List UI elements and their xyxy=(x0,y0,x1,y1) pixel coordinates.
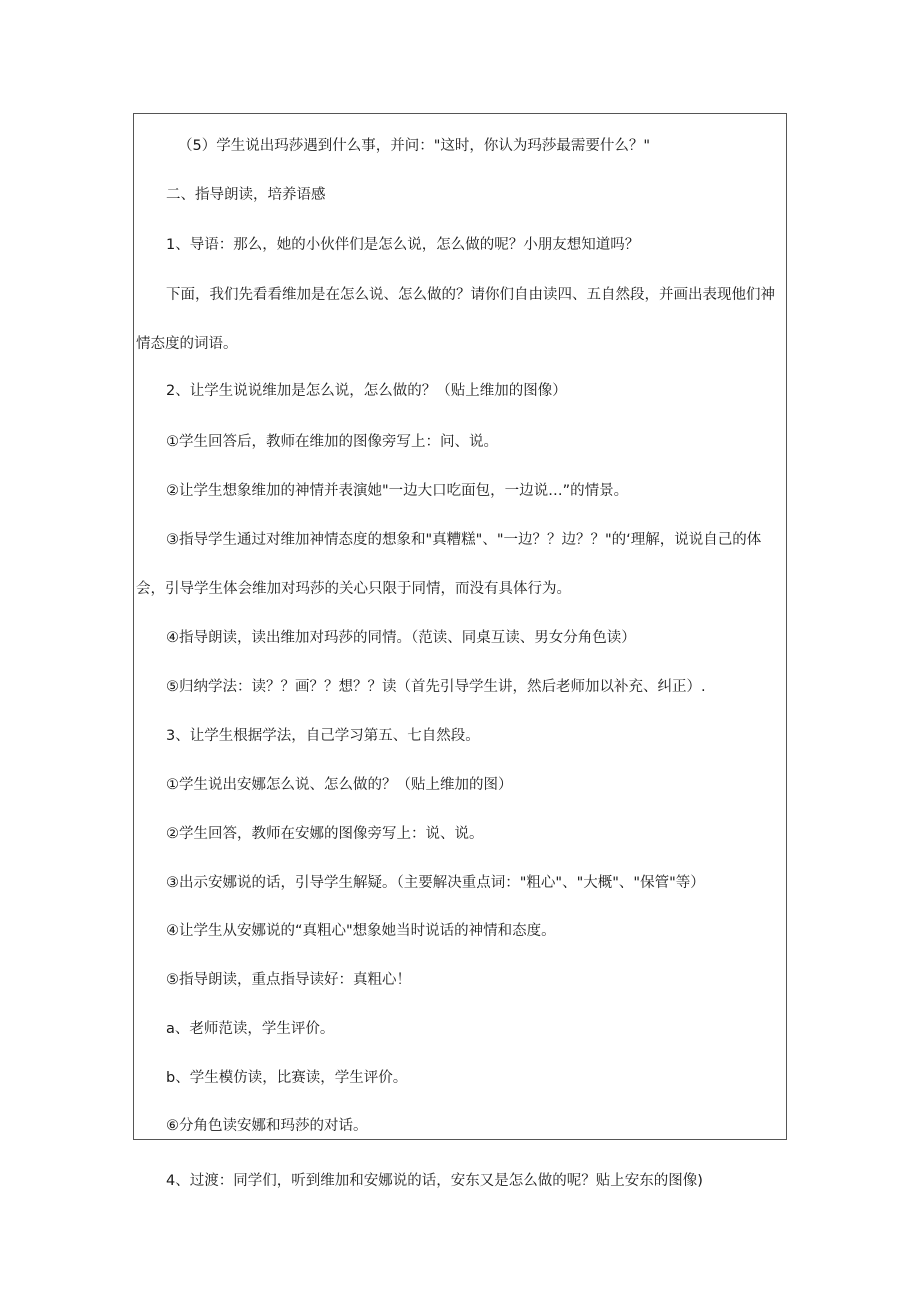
paragraph-line: 2、让学生说说维加是怎么说，怎么做的？（贴上维加的图像） xyxy=(166,383,567,399)
list-item: ④让学生从安娜说的“真粗心"想象她当时说话的神情和态度。 xyxy=(166,923,556,939)
list-item-continuation: 会，引导学生体会维加对玛莎的关心只限于同情，而没有具体行为。 xyxy=(136,581,571,597)
paragraph-line: （5）学生说出玛莎遇到什么事，并问："这时，你认为玛莎最需要什么？" xyxy=(178,138,651,154)
paragraph-line: 1、导语：那么，她的小伙伴们是怎么说，怎么做的呢？小朋友想知道吗？ xyxy=(166,237,640,253)
paragraph-line: 情态度的词语。 xyxy=(136,336,238,352)
list-item: ①学生说出安娜怎么说、怎么做的？（贴上维加的图） xyxy=(166,777,513,793)
paragraph-line: 4、过渡：同学们，听到维加和安娜说的话，安东又是怎么做的呢？贴上安东的图像) xyxy=(166,1173,703,1189)
list-item: ②让学生想象维加的神情并表演她"一边大口吃面包，一边说…”的情景。 xyxy=(166,483,629,499)
list-item: b、学生模仿读，比赛读，学生评价。 xyxy=(166,1070,408,1086)
list-item: ④指导朗读，读出维加对玛莎的同情。（范读、同桌互读、男女分角色读） xyxy=(166,630,636,646)
list-item: ⑥分角色读安娜和玛莎的对话。 xyxy=(166,1118,368,1134)
list-item: ③出示安娜说的话，引导学生解疑。（主要解决重点词："粗心"、"大概"、"保管"等） xyxy=(166,875,705,891)
list-item: ⑤归纳学法：读？？画？？想？？读（首先引导学生讲，然后老师加以补充、纠正）. xyxy=(166,679,706,695)
list-item: ③指导学生通过对维加神情态度的想象和"真糟糕"、"一边？？边？？"的‘理解，说说自己的体 xyxy=(166,532,762,548)
list-item: a、老师范读，学生评价。 xyxy=(166,1021,335,1037)
paragraph-line: 3、让学生根据学法，自己学习第五、七自然段。 xyxy=(166,728,480,744)
list-item: ②学生回答，教师在安娜的图像旁写上：说、说。 xyxy=(166,826,484,842)
list-item: ⑤指导朗读，重点指导读好：真粗心！ xyxy=(166,972,411,988)
paragraph-line: 下面，我们先看看维加是在怎么说、怎么做的？请你们自由读四、五自然段，并画出表现他们神 xyxy=(166,287,775,303)
list-item: ①学生回答后，教师在维加的图像旁写上：问、说。 xyxy=(166,434,498,450)
section-heading: 二、指导朗读，培养语感 xyxy=(166,187,326,203)
